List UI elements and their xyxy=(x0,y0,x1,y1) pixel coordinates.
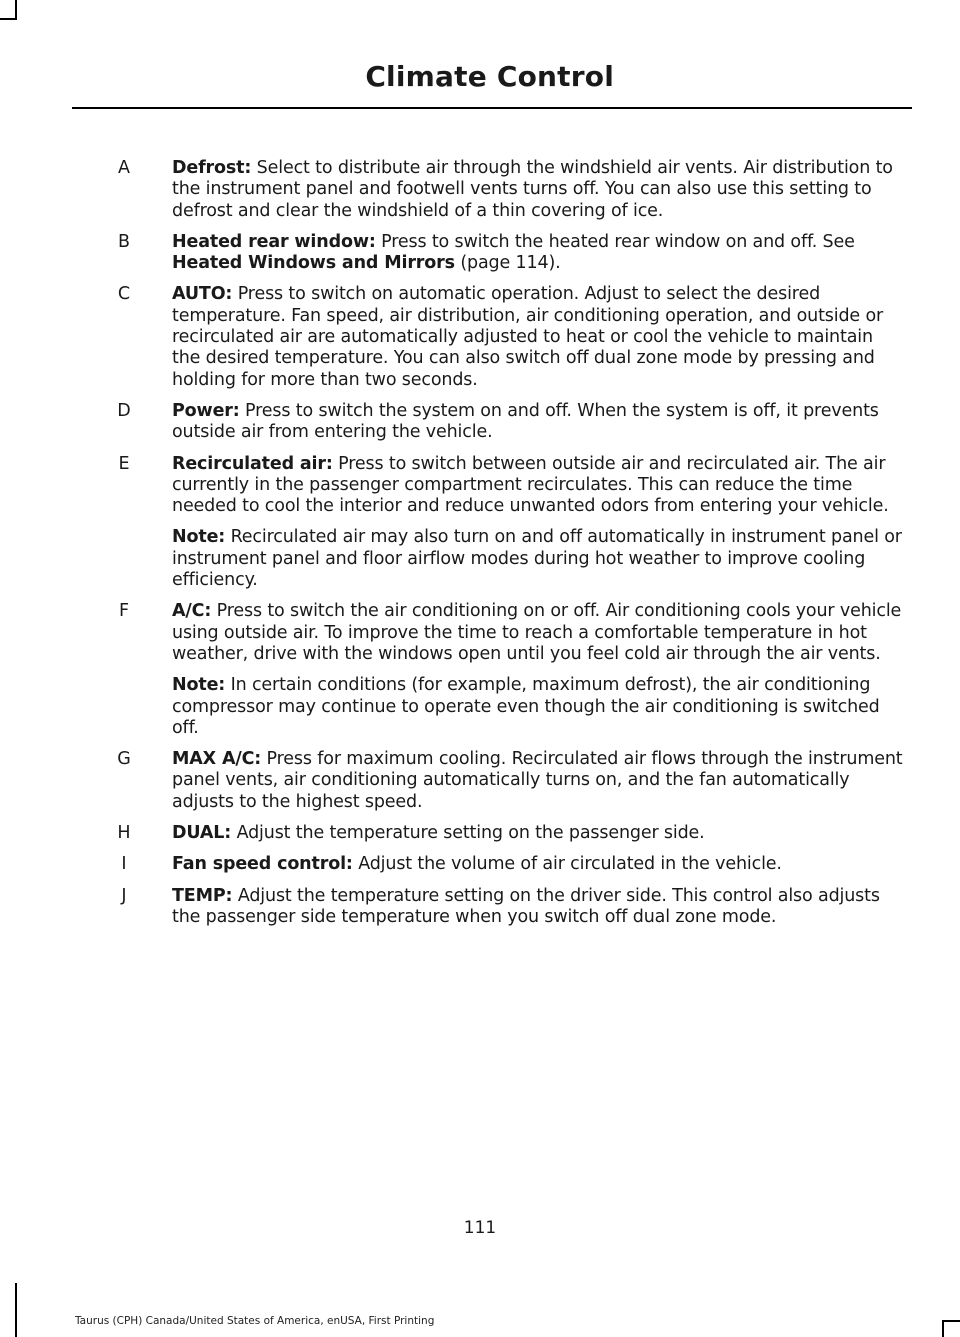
item-description xyxy=(172,854,904,875)
item-description xyxy=(172,232,904,275)
item-label: TEMP: xyxy=(172,885,233,906)
page-number: 111 xyxy=(463,1218,497,1238)
cross-reference-link[interactable]: Heated Windows and Mirrors xyxy=(172,253,455,274)
item-description xyxy=(172,601,904,665)
list-item xyxy=(0,284,960,390)
item-text: Press for maximum cooling. Recirculated air flows through the instrument panel vents, air conditioning automatically turns on, and the fan automatically adjusts to the highest speed. xyxy=(172,749,903,812)
crop-mark xyxy=(0,18,17,20)
note-label: Note: xyxy=(172,527,226,548)
item-note xyxy=(172,675,904,739)
control-item-list xyxy=(0,158,960,938)
item-description xyxy=(172,749,904,813)
list-item xyxy=(0,232,960,275)
item-text: Press to switch between outside air and recirculated air. The air currently in the passenger compartment recirculates. This can reduce the time needed to cool the interior and reduce unwanted odors from entering your vehicle. xyxy=(172,453,889,517)
item-label: Heated rear window: xyxy=(172,231,376,252)
item-letter: E xyxy=(118,453,130,474)
list-item xyxy=(0,454,960,592)
item-letter: B xyxy=(117,231,130,252)
list-item xyxy=(0,401,960,444)
item-description xyxy=(172,823,904,844)
item-text: Press to switch on automatic operation. Adjust to select the desired temperature. Fan speed, air distribution, air conditioning operation, and outside or recirculated air are automatically adjusted to heat or cool the vehicle to maintain the desired temperature. You can also switch off dual zone mode by pressing and holding for more than two seconds. xyxy=(172,284,884,390)
item-label: Defrost: xyxy=(172,158,252,178)
item-label: Fan speed control: xyxy=(172,854,353,875)
item-text: Adjust the temperature setting on the passenger side. xyxy=(236,823,705,844)
note-text: In certain conditions (for example, maximum defrost), the air conditioning compressor may continue to operate even though the air conditioning is switched off. xyxy=(172,675,880,738)
crop-mark xyxy=(942,1322,944,1337)
item-text: Press to switch the heated rear window on and off. See xyxy=(381,231,855,252)
item-letter: D xyxy=(117,400,131,421)
header-divider xyxy=(72,107,912,109)
item-label: A/C: xyxy=(172,601,212,622)
item-text: Press to switch the system on and off. When the system is off, it prevents outside air from entering the vehicle. xyxy=(172,400,879,443)
item-label: Power: xyxy=(172,400,240,421)
item-label: DUAL: xyxy=(172,823,232,844)
list-item xyxy=(0,601,960,739)
item-text: Adjust the volume of air circulated in the vehicle. xyxy=(358,854,782,875)
list-item xyxy=(0,886,960,929)
crop-mark xyxy=(15,0,17,18)
item-description xyxy=(172,401,904,444)
footer-text: Taurus (CPH) Canada/United States of America, enUSA, First Printing xyxy=(75,1315,435,1327)
item-letter: A xyxy=(118,158,130,178)
list-item xyxy=(0,854,960,875)
item-label: Recirculated air: xyxy=(172,453,333,474)
item-letter: J xyxy=(121,885,127,906)
item-text: Press to switch the air conditioning on or off. Air conditioning cools your vehicle using outside air. To improve the time to reach a comfortable temperature in hot weather, drive with the windows open until you feel cold air through the air vents. xyxy=(172,601,902,664)
list-item xyxy=(0,158,960,222)
item-description xyxy=(172,886,904,929)
item-description xyxy=(172,284,904,390)
crop-mark xyxy=(15,1283,17,1337)
crop-mark xyxy=(942,1320,960,1322)
item-label: MAX A/C: xyxy=(172,749,262,770)
note-text: Recirculated air may also turn on and off automatically in instrument panel or instrument panel and floor airflow modes during hot weather to improve cooling efficiency. xyxy=(172,527,902,591)
page-title: Climate Control xyxy=(365,60,614,93)
item-label: AUTO: xyxy=(172,284,233,305)
item-text: Select to distribute air through the windshield air vents. Air distribution to the instrument panel and footwell vents turns off. You can also use this setting to defrost and clear the windshield of a thin covering of ice. xyxy=(172,158,893,221)
cross-reference-page: (page 114). xyxy=(460,253,561,274)
item-letter: C xyxy=(117,284,131,305)
list-item xyxy=(0,823,960,844)
item-description xyxy=(172,454,904,518)
item-letter: H xyxy=(117,823,131,844)
item-letter: I xyxy=(121,854,127,875)
item-letter: F xyxy=(118,601,130,622)
list-item xyxy=(0,749,960,813)
item-letter: G xyxy=(117,749,131,770)
item-note xyxy=(172,527,904,591)
note-label: Note: xyxy=(172,675,226,696)
item-description xyxy=(172,158,904,222)
item-text: Adjust the temperature setting on the driver side. This control also adjusts the passenger side temperature when you switch off dual zone mode. xyxy=(172,885,880,927)
